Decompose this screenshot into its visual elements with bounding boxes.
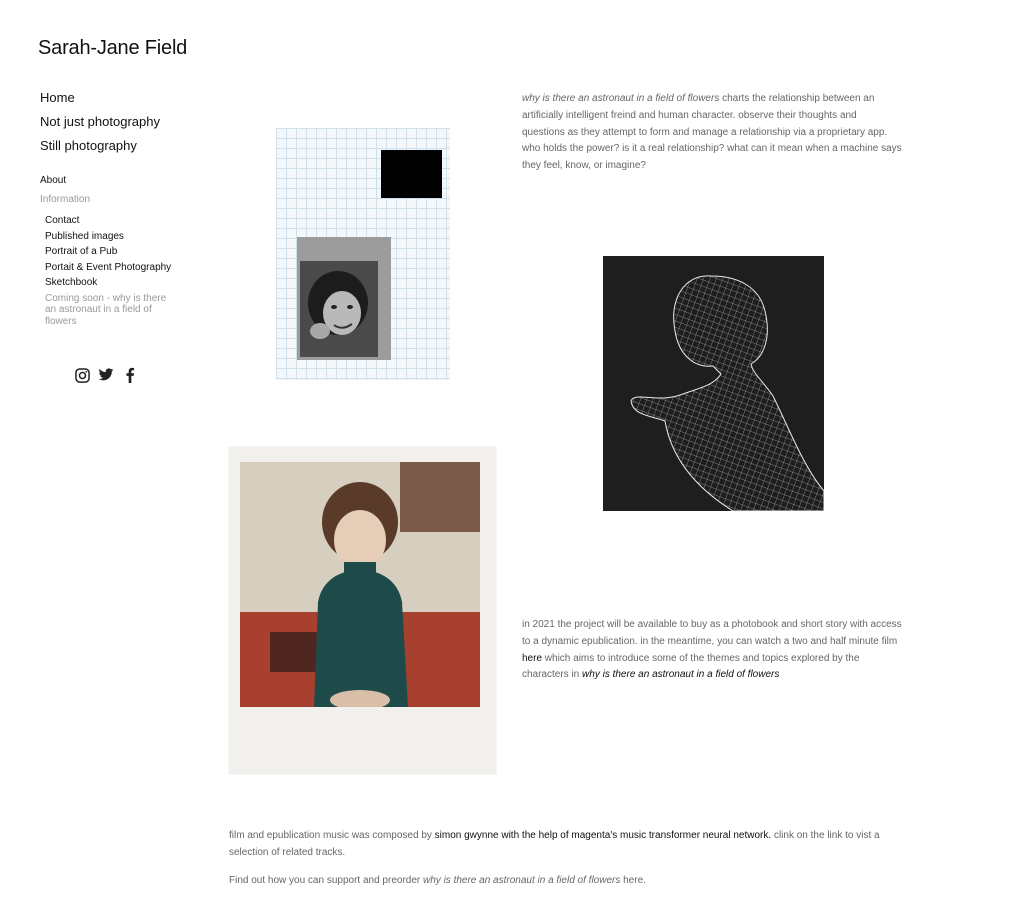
polaroid-photo <box>240 462 480 707</box>
nav-information[interactable]: Information <box>40 194 91 205</box>
nav-about[interactable]: About <box>40 175 67 186</box>
black-square <box>381 150 442 198</box>
intro-paragraph <box>522 91 902 175</box>
music-text-a: film and epublication music was composed by <box>229 830 435 841</box>
preorder-text-a: Find out how you can support and preorder <box>229 875 424 886</box>
music-text-b: clink on the link to vist a selection of related tracks. <box>229 830 880 858</box>
instagram-icon[interactable] <box>74 367 90 383</box>
nav-portrait-of-a-pub[interactable]: Portrait of a Pub <box>45 246 118 257</box>
social-links <box>74 367 138 383</box>
wireframe-figure-image[interactable] <box>603 256 824 511</box>
nav-still-photography[interactable]: Still photography <box>40 138 137 153</box>
polaroid-image[interactable] <box>229 447 496 774</box>
nav-coming-soon[interactable]: Coming soon - why is there an astronaut in a field of flowers <box>45 292 167 327</box>
film-link[interactable]: here <box>522 652 543 664</box>
information-list <box>45 213 175 327</box>
facebook-icon[interactable] <box>122 367 138 383</box>
music-link[interactable]: simon gwynne with the help of magenta's music transformer neural network. <box>434 830 772 841</box>
nav-sketchbook[interactable]: Sketchbook <box>45 277 98 288</box>
book-text-b: which aims to introduce some of the themes and topics explored by the characters in <box>522 652 860 681</box>
nav-home[interactable]: Home <box>40 90 75 105</box>
project-title-italic-2: why is there an astronaut in a field of flowers <box>582 669 780 681</box>
music-paragraph <box>229 828 909 862</box>
nav-portrait-event-photography[interactable]: Portait & Event Photography <box>45 261 172 273</box>
preorder-link[interactable]: here. <box>620 875 646 886</box>
project-title-italic: why is there an astronaut in a field of flowers <box>522 93 720 104</box>
vintage-portrait-photo <box>300 261 378 357</box>
nav-contact[interactable]: Contact <box>45 215 80 226</box>
book-text-a: in 2021 the project will be available to buy as a photobook and short story with access to a dynamic epublication. in the meantime, you can watch a two and half minute film <box>522 619 902 647</box>
twitter-icon[interactable] <box>98 367 114 383</box>
nav-published-images[interactable]: Published images <box>45 230 124 242</box>
vintage-portrait <box>297 237 391 360</box>
nav-not-just-photography[interactable]: Not just photography <box>40 114 160 129</box>
site-title[interactable]: Sarah-Jane Field <box>38 37 188 59</box>
sub-nav <box>40 174 175 327</box>
project-title-italic-3: why is there an astronaut in a field of flowers <box>423 875 621 886</box>
main-nav <box>40 86 160 158</box>
collage-image[interactable] <box>276 128 450 380</box>
intro-text: charts the relationship between an artificially intelligent freind and human character. observe their thoughts and questions as they attempt to form and manage a relationship via a proprietary app. who holds the power? is it a real relationship? what can it mean when a machine says they feel, know, or imagine? <box>522 93 902 172</box>
book-paragraph <box>522 617 907 684</box>
preorder-paragraph <box>229 873 909 890</box>
